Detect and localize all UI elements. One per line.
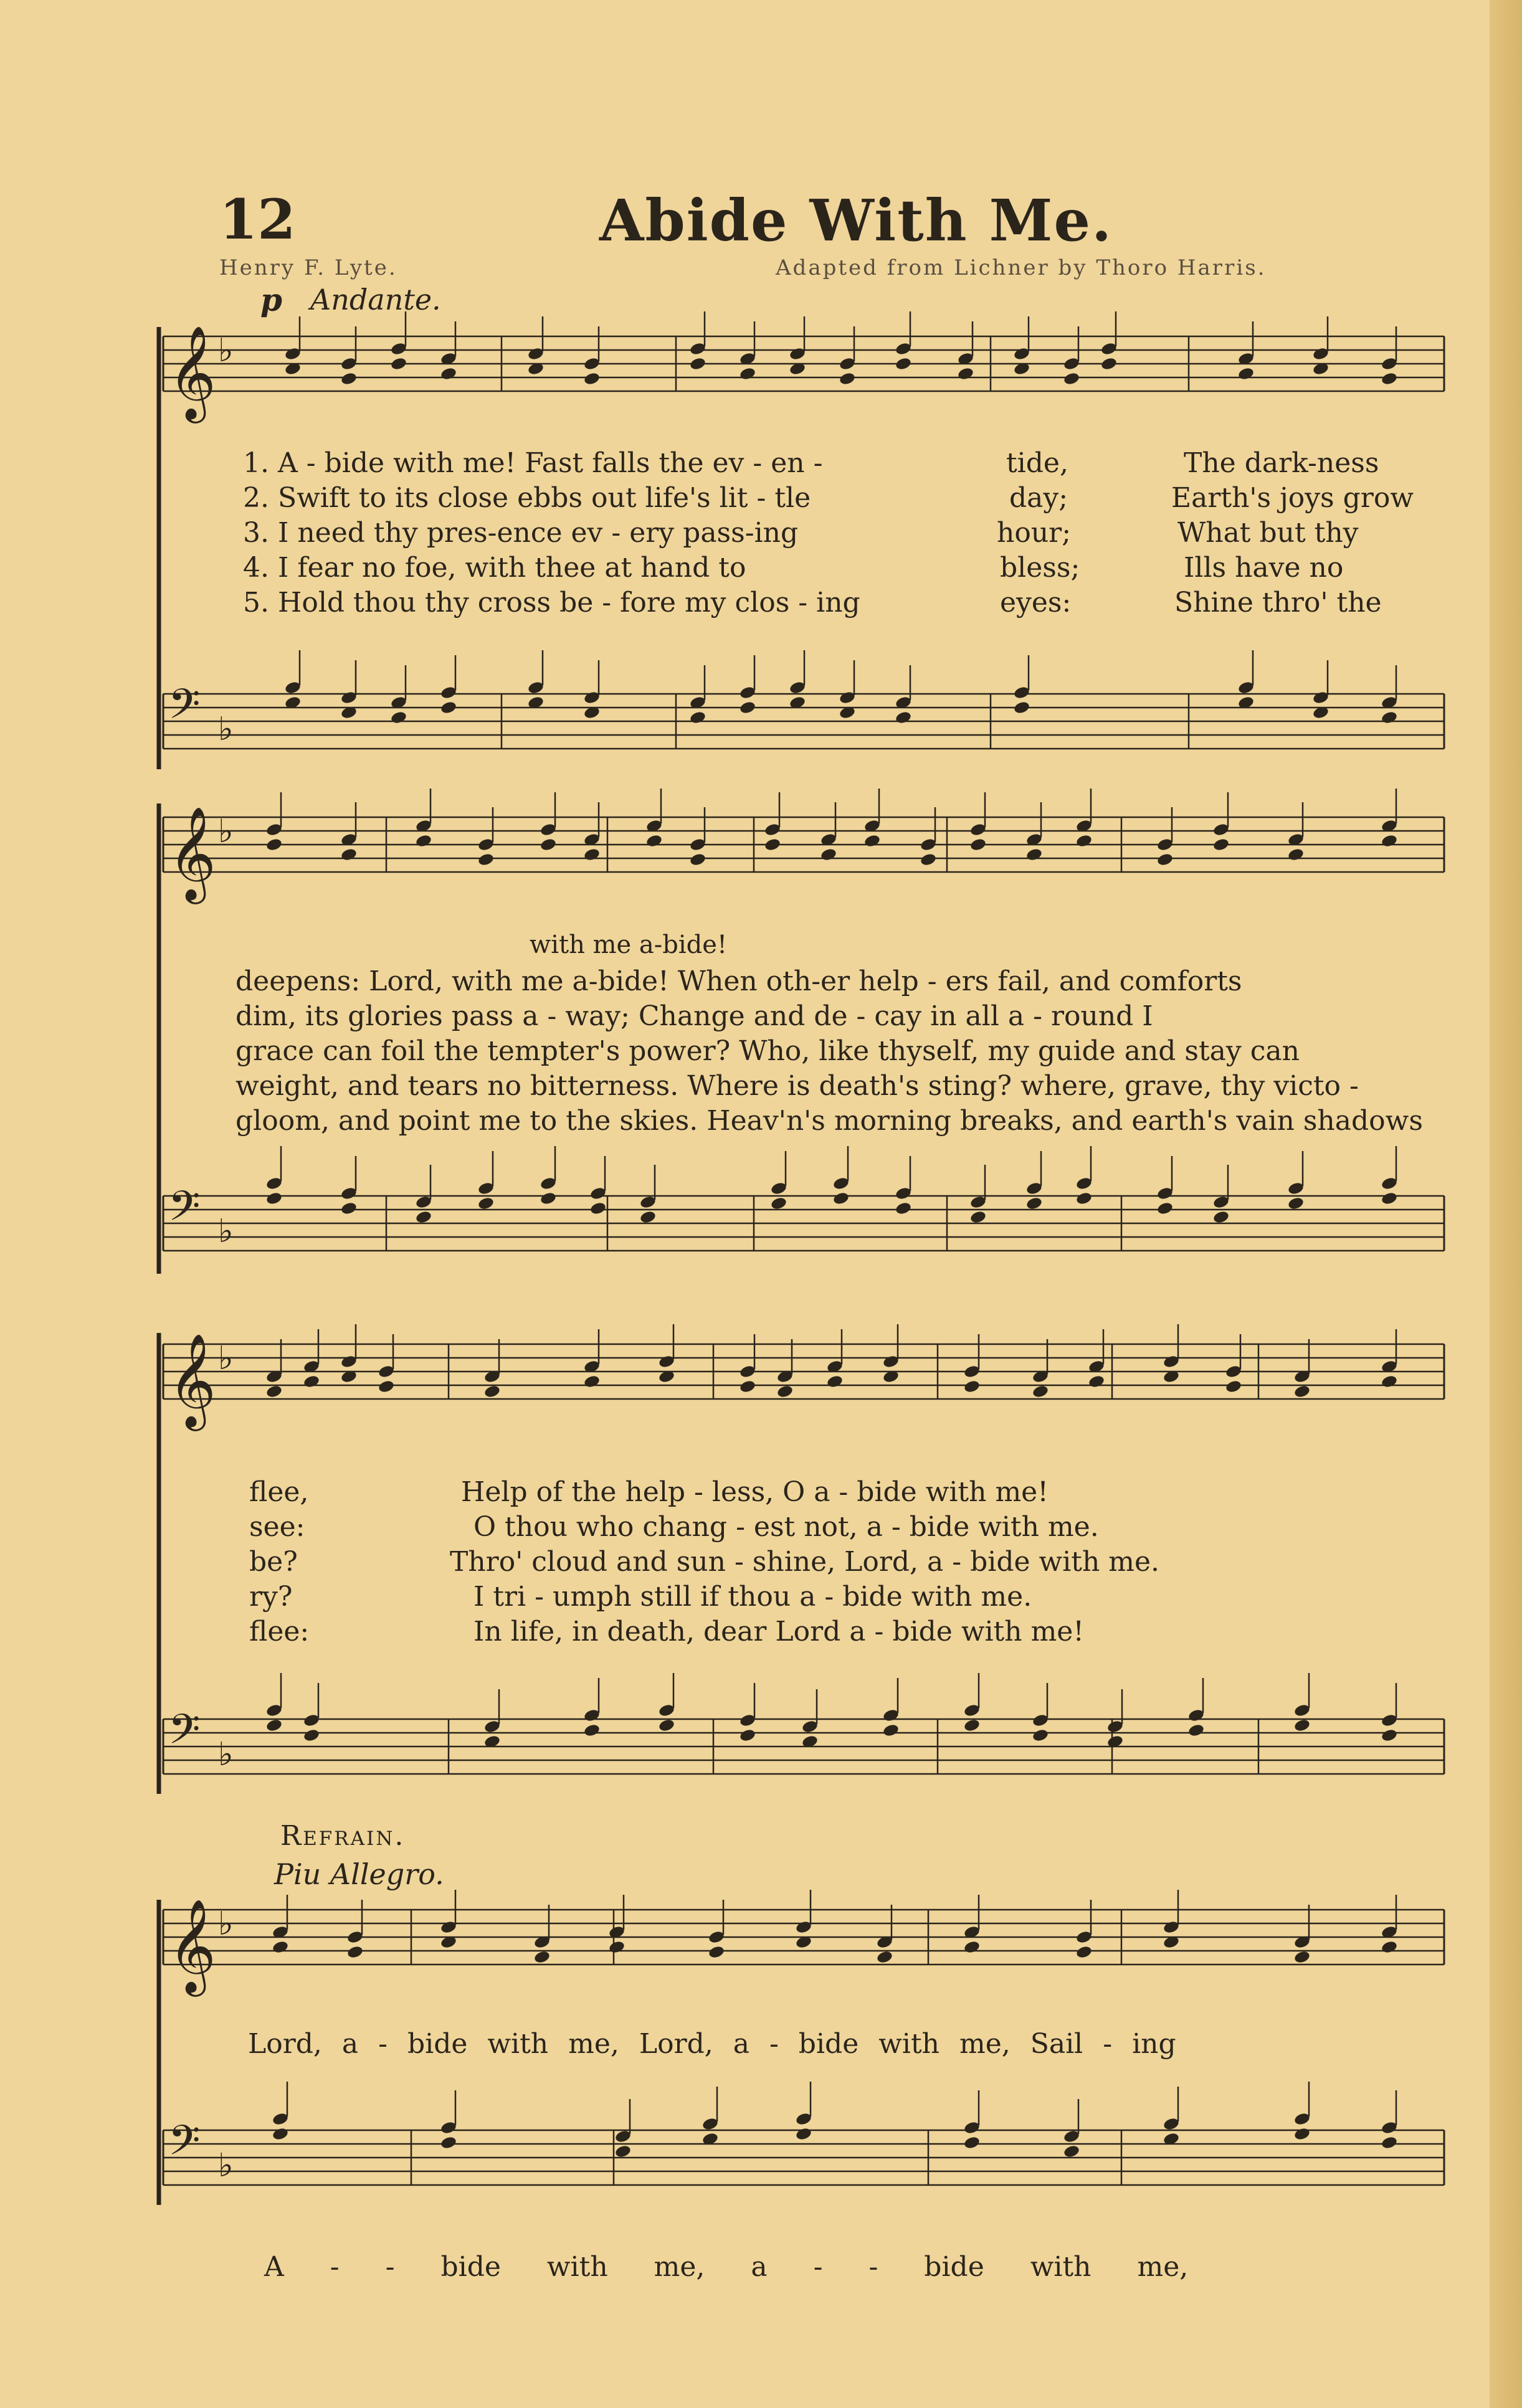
note-head (963, 2135, 981, 2150)
note-head (440, 2135, 457, 2150)
note-head (340, 847, 358, 861)
note-head (1032, 1384, 1049, 1398)
note-head (303, 1728, 320, 1742)
treble-clef: 𝄞 (168, 805, 216, 900)
note-head (378, 1379, 395, 1393)
note-head (1381, 371, 1398, 386)
arranger-credit: Adapted from Lichner by Thoro Harris. (776, 255, 1267, 280)
note-head (1287, 847, 1305, 861)
note-head (1025, 1196, 1043, 1210)
hymn-number: 12 (219, 187, 296, 252)
note-head (415, 1210, 432, 1224)
note-head (1293, 1950, 1311, 1964)
refrain-label: Refrain. (280, 1820, 406, 1852)
note-head (1025, 847, 1043, 861)
note-head (1381, 1728, 1398, 1742)
note-head (540, 837, 557, 851)
verse-line: ry? (249, 1581, 293, 1613)
note-head (969, 1210, 987, 1224)
note-head (1063, 2144, 1080, 2158)
note-head (477, 1196, 495, 1210)
note-head (1381, 833, 1398, 848)
note-head (272, 1940, 289, 1954)
note-head (1381, 2135, 1398, 2150)
dynamic-marking: p (260, 282, 282, 318)
note-head (589, 1201, 607, 1215)
verse-line: be? (249, 1546, 298, 1578)
note-head (583, 1723, 601, 1737)
refrain-tempo: Piu Allegro. (274, 1857, 444, 1891)
note-head (483, 1384, 501, 1398)
note-head (265, 1384, 283, 1398)
note-head (963, 1379, 981, 1393)
verse-line: 5. Hold thou thy cross be - fore my clos - ing (243, 587, 860, 619)
note-head (265, 1191, 283, 1205)
verse-line: I tri - umph still if thou a - bide with me. (473, 1581, 1032, 1613)
note-head (340, 371, 358, 386)
note-head (826, 1374, 844, 1388)
tempo-marking: Andante. (310, 283, 441, 316)
flat-sign: ♭ (218, 1213, 234, 1250)
note-head (1381, 1374, 1398, 1388)
note-head (1293, 1718, 1311, 1732)
note-head (477, 852, 495, 866)
alto-lyric: with me a-bide! (530, 931, 728, 959)
verse-line: flee, (249, 1476, 309, 1508)
verse-line: eyes: (1000, 587, 1072, 619)
treble-clef: 𝄞 (168, 325, 216, 419)
verse-line: Ills have no (1184, 552, 1344, 584)
note-head (583, 1374, 601, 1388)
verse-line: Thro' cloud and sun - shine, Lord, a - bide with me. (450, 1546, 1160, 1578)
note-head (1187, 1723, 1205, 1737)
note-head (1063, 371, 1080, 386)
note-head (265, 1718, 283, 1732)
flat-sign: ♭ (218, 332, 234, 369)
note-head (957, 366, 974, 381)
note-head (614, 2144, 632, 2158)
note-head (1075, 1191, 1093, 1205)
note-head (689, 852, 706, 866)
note-head (1212, 837, 1230, 851)
flat-sign: ♭ (218, 1736, 234, 1773)
flat-sign: ♭ (218, 1340, 234, 1377)
note-head (963, 1718, 981, 1732)
note-head (533, 1950, 551, 1964)
note-head (340, 1201, 358, 1215)
note-head (689, 356, 706, 371)
note-head (708, 1945, 725, 1959)
note-head (583, 371, 601, 386)
verse-line: see: (249, 1511, 305, 1543)
verse-line: dim, its glories pass a - way; Change and de - cay in all a - round I (235, 1000, 1153, 1032)
note-head (658, 1718, 675, 1732)
note-head (820, 847, 837, 861)
verse-line: gloom, and point me to the skies. Heav'n's morning breaks, and earth's vain shadows (235, 1105, 1423, 1137)
note-head (272, 2126, 289, 2141)
verse-line: Earth's joys grow (1171, 482, 1414, 514)
note-head (863, 833, 881, 848)
note-head (1075, 1945, 1093, 1959)
note-head (1293, 1384, 1311, 1398)
verse-line: What but thy (1177, 517, 1359, 549)
note-head (895, 710, 912, 724)
note-head (764, 837, 781, 851)
note-head (608, 1940, 625, 1954)
verse-line: 3. I need thy pres-ence ev - ery pass-ing (243, 517, 799, 549)
note-head (1212, 1210, 1230, 1224)
bass-clef: 𝄢 (168, 1705, 201, 1763)
verse-line: tide, (1006, 447, 1068, 479)
note-head (895, 1201, 912, 1215)
note-head (1075, 833, 1093, 848)
flat-sign: ♭ (218, 2147, 234, 2184)
note-head (415, 833, 432, 848)
note-head (440, 366, 457, 381)
hymn-title: Abide With Me. (599, 187, 1113, 254)
bass-clef: 𝄢 (168, 2116, 201, 2174)
note-head (440, 700, 457, 714)
verse-line: The dark-ness (1184, 447, 1379, 479)
note-head (1156, 852, 1174, 866)
verse-line: Help of the help - less, O a - bide with me! (461, 1476, 1049, 1508)
note-head (303, 1374, 320, 1388)
note-head (645, 833, 663, 848)
verse-line: O thou who chang - est not, a - bide with me. (473, 1511, 1099, 1543)
note-head (739, 366, 756, 381)
note-head (639, 1210, 657, 1224)
note-head (739, 700, 756, 714)
note-head (895, 356, 912, 371)
note-head (1381, 1191, 1398, 1205)
verse-line: deepens: Lord, with me a-bide! When oth-er help - ers fail, and comforts (235, 965, 1242, 997)
note-head (839, 371, 856, 386)
author-credit: Henry F. Lyte. (219, 255, 397, 280)
verse-line: hour; (997, 517, 1072, 549)
flat-sign: ♭ (218, 1905, 234, 1943)
note-head (739, 1728, 756, 1742)
note-head (739, 1379, 756, 1393)
refrain-lower-lyric: A - - bide with me, a - - bide with me, (264, 2251, 1189, 2283)
verse-line: flee: (249, 1616, 310, 1647)
note-head (1032, 1728, 1049, 1742)
note-head (770, 1196, 787, 1210)
verse-line: grace can foil the tempter's power? Who, like thyself, my guide and stay can (235, 1035, 1300, 1067)
note-head (969, 837, 987, 851)
flat-sign: ♭ (218, 813, 234, 850)
note-head (390, 710, 407, 724)
note-head (1013, 700, 1030, 714)
note-head (1287, 1196, 1305, 1210)
verse-line: 4. I fear no foe, with thee at hand to (243, 552, 746, 584)
bass-clef: 𝄢 (168, 680, 201, 738)
treble-clef: 𝄞 (168, 1898, 216, 1993)
note-head (1293, 2126, 1311, 2141)
note-head (776, 1384, 794, 1398)
note-head (583, 847, 601, 861)
verse-line: 2. Swift to its close ebbs out life's lit - tle (243, 482, 811, 514)
verse-line: In life, in death, dear Lord a - bide with me! (473, 1616, 1085, 1647)
note-head (832, 1191, 850, 1205)
note-head (1381, 1940, 1398, 1954)
note-head (882, 1723, 900, 1737)
note-head (876, 1950, 893, 1964)
verse-line: weight, and tears no bitterness. Where is death's sting? where, grave, thy victo - (235, 1070, 1359, 1102)
note-head (265, 837, 283, 851)
note-head (1225, 1379, 1242, 1393)
note-head (1156, 1201, 1174, 1215)
note-head (390, 356, 407, 371)
verse-line: day; (1009, 482, 1068, 514)
flat-sign: ♭ (218, 711, 234, 748)
note-head (689, 710, 706, 724)
verse-line: Shine thro' the (1174, 587, 1382, 619)
note-head (963, 1940, 981, 1954)
note-head (795, 2126, 812, 2141)
note-head (1088, 1374, 1105, 1388)
verse-line: 1. A - bide with me! Fast falls the ev - en - (243, 447, 823, 479)
verse-line: bless; (1000, 552, 1080, 584)
note-head (920, 852, 937, 866)
note-head (1100, 356, 1118, 371)
bass-clef: 𝄢 (168, 1182, 201, 1240)
refrain-upper-lyric: Lord, a - bide with me, Lord, a - bide with me, Sail - ing (248, 2028, 1176, 2060)
treble-clef: 𝄞 (168, 1332, 216, 1427)
note-head (1381, 710, 1398, 724)
note-head (346, 1945, 364, 1959)
note-head (1237, 366, 1255, 381)
note-head (540, 1191, 557, 1205)
